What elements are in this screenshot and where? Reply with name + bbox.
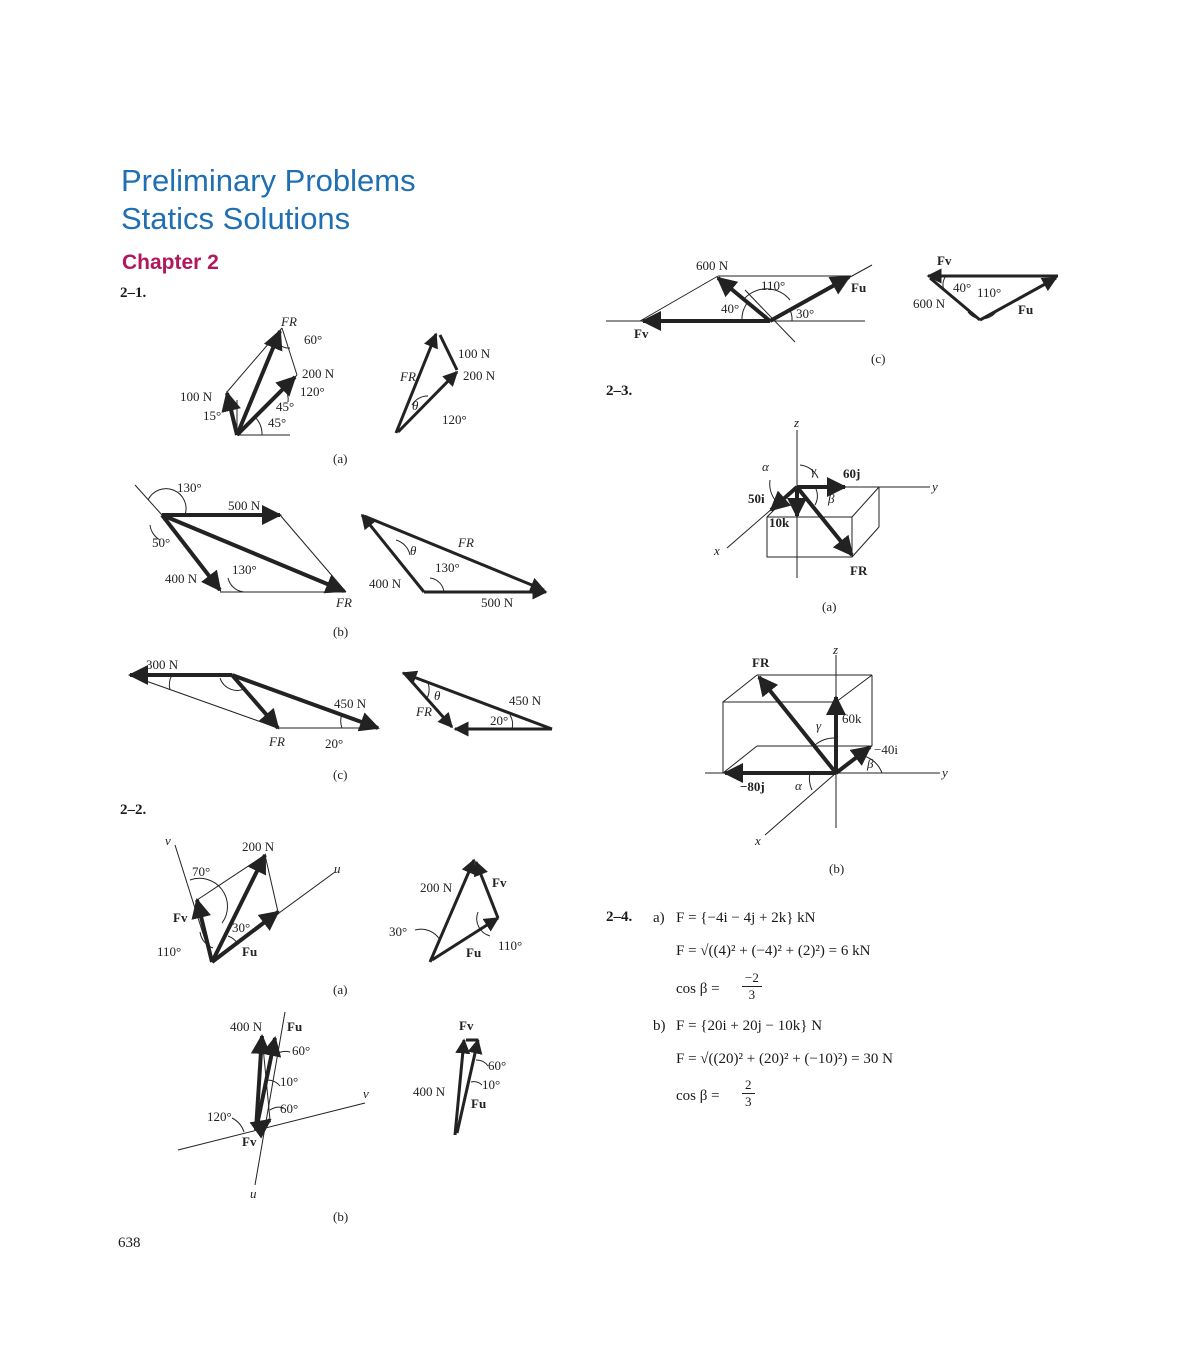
problem-2-2-label: 2–2. — [120, 802, 147, 818]
figure-2-2b — [178, 1012, 365, 1185]
caption-2-1a: (a) — [333, 451, 348, 466]
label-Fu-3: Fu — [287, 1019, 303, 1034]
label-45deg-b: 45° — [268, 415, 287, 430]
label-FR-4: FR — [458, 535, 474, 550]
label-FR-8: FR — [752, 655, 770, 670]
caption-2-2b: (b) — [333, 1209, 349, 1224]
label-FR-3: FR — [336, 595, 352, 610]
label-50i: 50i — [748, 491, 765, 506]
solution-a-cos-fraction — [742, 970, 762, 1003]
label-200N-3: 200 N — [242, 839, 275, 854]
solution-b-cos-fraction — [742, 1077, 755, 1110]
caption-2-3a: (a) — [822, 599, 837, 614]
problem-2-3-label: 2–3. — [606, 383, 633, 399]
label-70deg: 70° — [192, 864, 211, 879]
solution-b-cos-den: 3 — [745, 1094, 752, 1109]
label-FR-2: FR — [400, 369, 416, 384]
label-450N-2: 450 N — [509, 693, 542, 708]
label-60k: 60k — [842, 711, 862, 726]
caption-2-2c: (c) — [871, 351, 886, 366]
label-y-2: y — [942, 765, 948, 780]
label-400N-4: 400 N — [413, 1084, 446, 1099]
label-Fv-2: Fv — [492, 875, 507, 890]
problem-2-4-label: 2–4. — [606, 909, 633, 925]
label-110deg-4: 110° — [977, 285, 1002, 300]
label-Fv: Fv — [173, 910, 188, 925]
label-200N-4: 200 N — [420, 880, 453, 895]
label-Fv-4: Fv — [459, 1018, 474, 1033]
label-theta-2: θ — [410, 543, 417, 558]
label-60deg-2: 60° — [292, 1043, 311, 1058]
label-130deg-3: 130° — [435, 560, 460, 575]
caption-2-2a: (a) — [333, 982, 348, 997]
label-450N: 450 N — [334, 696, 367, 711]
label-30deg-2: 30° — [389, 924, 408, 939]
label-110deg-2: 110° — [498, 938, 523, 953]
label-600N: 600 N — [696, 258, 729, 273]
label-200N: 200 N — [302, 366, 335, 381]
solution-a-label: a) — [653, 910, 665, 926]
label-500N-2: 500 N — [481, 595, 514, 610]
label-neg40i: −40i — [874, 742, 898, 757]
label-40deg: 40° — [721, 301, 740, 316]
label-120deg-3: 120° — [207, 1109, 232, 1124]
label-y: y — [932, 479, 938, 494]
label-200N-2: 200 N — [463, 368, 496, 383]
label-Fu: Fu — [242, 944, 258, 959]
problem-2-1-label: 2–1. — [120, 285, 147, 301]
label-600N-2: 600 N — [913, 296, 946, 311]
label-alpha: α — [762, 459, 769, 474]
label-v-axis-2: v — [363, 1086, 369, 1101]
label-FR-7: FR — [850, 563, 868, 578]
label-30deg-3: 30° — [796, 306, 815, 321]
label-u-axis: u — [334, 861, 341, 876]
label-v-axis: v — [165, 833, 171, 848]
label-Fv-5: Fv — [634, 326, 649, 341]
label-x: x — [714, 543, 720, 558]
label-400N-3: 400 N — [230, 1019, 263, 1034]
label-400N-2: 400 N — [369, 576, 402, 591]
label-110deg: 110° — [157, 944, 182, 959]
label-Fu-2: Fu — [466, 945, 482, 960]
label-45deg-a: 45° — [276, 399, 295, 414]
label-Fu-5: Fu — [851, 280, 867, 295]
label-60deg-4: 60° — [488, 1058, 507, 1073]
label-gamma-2: γ — [816, 718, 822, 733]
solution-b-vector: F = {20i + 20j − 10k} N — [676, 1018, 823, 1034]
label-beta: β — [828, 491, 835, 506]
solution-b-magnitude: F = √((20)² + (20)² + (−10)²) = 30 N — [676, 1051, 893, 1067]
caption-2-3b: (b) — [829, 861, 845, 876]
solution-b-label: b) — [653, 1018, 666, 1034]
label-130deg-2: 130° — [232, 562, 257, 577]
label-400N: 400 N — [165, 571, 198, 586]
label-300N: 300 N — [146, 657, 179, 672]
solution-b-cos-lhs: cos β = — [676, 1088, 720, 1104]
label-alpha-2: α — [795, 778, 802, 793]
label-60j: 60j — [843, 466, 861, 481]
label-Fu-6: Fu — [1018, 302, 1034, 317]
label-10k: 10k — [769, 515, 790, 530]
label-20deg: 20° — [325, 736, 344, 751]
figure-2-2a-triangle — [415, 860, 498, 962]
figure-2-3b — [705, 655, 940, 835]
solution-a-magnitude: F = √((4)² + (−4)² + (2)²) = 6 kN — [676, 943, 871, 959]
label-FR-5: FR — [269, 734, 285, 749]
label-60deg-3: 60° — [280, 1101, 299, 1116]
label-20deg-2: 20° — [490, 713, 509, 728]
label-60deg: 60° — [304, 332, 323, 347]
label-beta-2: β — [867, 756, 874, 771]
label-FR: FR — [281, 314, 297, 329]
label-130deg: 130° — [177, 480, 202, 495]
label-z: z — [794, 415, 800, 430]
label-50deg: 50° — [152, 535, 171, 550]
label-100N: 100 N — [180, 389, 213, 404]
label-30deg: 30° — [232, 920, 251, 935]
label-15deg: 15° — [203, 408, 222, 423]
label-z-2: z — [833, 642, 839, 657]
label-gamma: γ — [811, 463, 817, 478]
label-120deg: 120° — [300, 384, 325, 399]
label-Fu-4: Fu — [471, 1096, 487, 1111]
label-100N-2: 100 N — [458, 346, 491, 361]
caption-2-1c: (c) — [333, 767, 348, 782]
label-120deg-2: 120° — [442, 412, 467, 427]
label-110deg-3: 110° — [761, 278, 786, 293]
solution-b-cos-num: 2 — [742, 1077, 755, 1094]
label-40deg-2: 40° — [953, 280, 972, 295]
label-neg80j: −80j — [740, 779, 765, 794]
label-10deg: 10° — [280, 1074, 299, 1089]
title-line-1: Preliminary Problems — [121, 163, 416, 198]
label-theta-3: θ — [434, 688, 441, 703]
caption-2-1b: (b) — [333, 624, 349, 639]
figure-2-1a-parallelogram — [227, 328, 297, 435]
chapter-heading: Chapter 2 — [122, 251, 219, 274]
solution-a-cos-num: −2 — [742, 970, 762, 987]
label-FR-6: FR — [416, 704, 432, 719]
label-x-2: x — [755, 833, 761, 848]
label-Fv-3: Fv — [242, 1134, 257, 1149]
page-number: 638 — [118, 1235, 141, 1251]
solution-a-vector: F = {−4i − 4j + 2k} kN — [676, 910, 816, 926]
label-500N: 500 N — [228, 498, 261, 513]
title-line-2: Statics Solutions — [121, 201, 351, 236]
label-10deg-2: 10° — [482, 1077, 501, 1092]
label-u-axis-2: u — [250, 1186, 257, 1201]
solution-a-cos-lhs: cos β = — [676, 981, 720, 997]
label-theta: θ — [412, 398, 419, 413]
solution-a-cos-den: 3 — [748, 987, 756, 1002]
label-Fv-6: Fv — [937, 253, 952, 268]
